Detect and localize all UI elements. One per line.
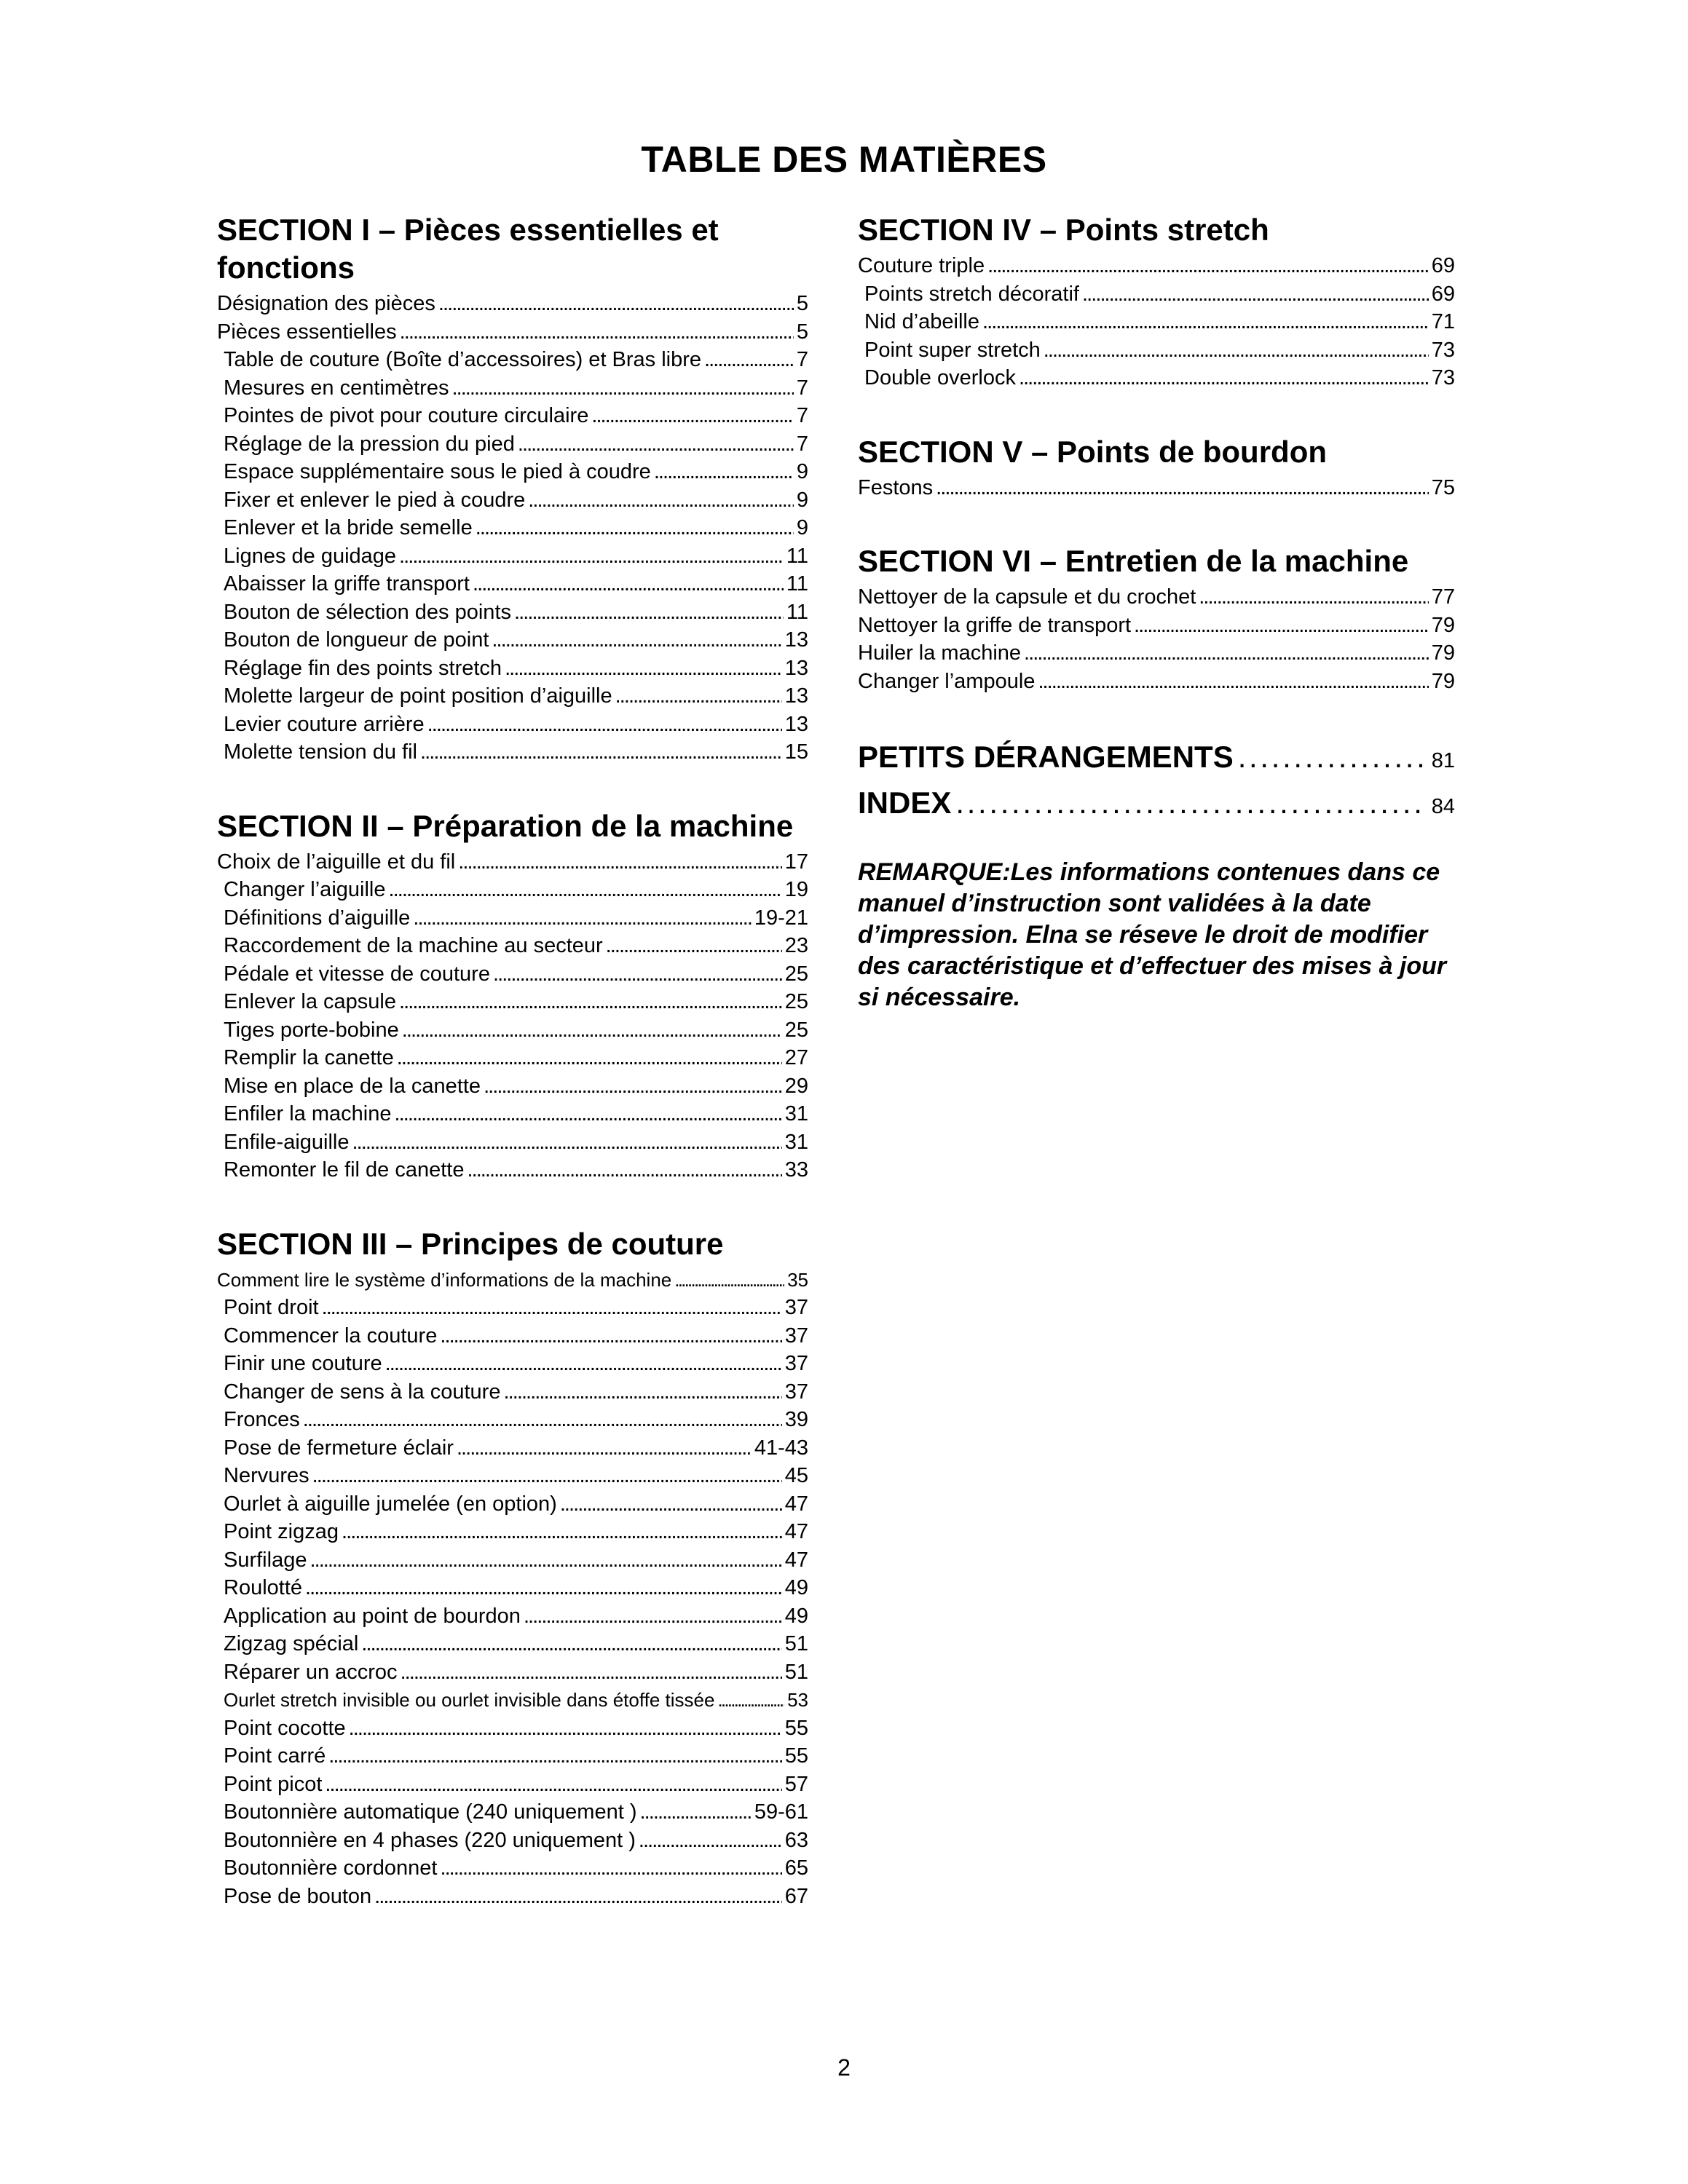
toc-entry-label: Pointes de pivot pour couture circulaire [224, 404, 589, 427]
dot-leader [717, 1686, 784, 1714]
toc-entry-label: Molette tension du fil [224, 740, 417, 764]
dot-leader [1134, 612, 1429, 640]
toc-entry [858, 336, 1455, 365]
dot-leader [492, 626, 781, 654]
toc-entry-page: 69 [1431, 282, 1455, 306]
dot-leader [397, 1044, 782, 1072]
toc-section [858, 211, 1455, 392]
toc-entry-page: 51 [784, 1632, 808, 1655]
toc-entry-page: 11 [786, 572, 808, 596]
toc-entry [858, 364, 1455, 392]
toc-entry-label: Nid d’abeille [864, 310, 979, 333]
dot-leader [352, 1128, 782, 1157]
toc-entry [217, 932, 808, 960]
toc-entry-page: 41-43 [754, 1436, 808, 1460]
toc-entry-page: 79 [1431, 669, 1455, 693]
toc-entry [217, 290, 808, 318]
toc-entry [858, 308, 1455, 336]
dot-leader [427, 711, 782, 739]
toc-entry-label: Réglage de la pression du pied [224, 432, 515, 456]
toc-entry [217, 1518, 808, 1546]
dot-leader [654, 458, 794, 486]
toc-entry-page: 55 [784, 1744, 808, 1768]
toc-entry [217, 876, 808, 904]
toc-entry [217, 1044, 808, 1072]
toc-entry-page: 13 [784, 684, 808, 708]
toc-entry-page: 73 [1431, 338, 1455, 362]
toc-entry-label: Surfilage [224, 1548, 307, 1572]
dot-leader [385, 1350, 782, 1378]
toc-entry [217, 1406, 808, 1434]
toc-entry-page: 5 [796, 292, 808, 315]
toc-entry [217, 960, 808, 989]
toc-section [217, 1225, 808, 1911]
toc-entry-page: 11 [786, 600, 808, 624]
toc-left-column [217, 211, 808, 1951]
toc-entry-label: Point picot [224, 1772, 323, 1796]
toc-entry-label: Boutonnière en 4 phases (220 uniquement ) [224, 1828, 636, 1852]
toc-entry-page: 53 [787, 1689, 808, 1711]
toc-entry [217, 598, 808, 627]
dot-leader [514, 598, 784, 627]
toc-entry-page: 27 [784, 1046, 808, 1069]
dot-leader [458, 848, 781, 877]
toc-entry-page: 45 [784, 1464, 808, 1487]
dot-leader [309, 1546, 781, 1575]
dot-leader [606, 932, 782, 960]
toc-entry-label: Enlever la capsule [224, 990, 396, 1013]
remark-note: REMARQUE:Les informations contenues dans ce manuel d’instruction sont validées à la date d’impression. Elna se réseve le droit de modifier des caractéristique et d’effectuer des mises à jour si nécessaire. [858, 858, 1447, 1011]
dot-leader [484, 1072, 782, 1101]
toc-entry-label: Remonter le fil de canette [224, 1158, 465, 1182]
toc-entry [217, 848, 808, 877]
toc-entry [217, 570, 808, 598]
toc-entry-label: Enlever et la bride semelle [224, 516, 473, 539]
toc-entry [217, 1798, 808, 1827]
toc-entry-page: 7 [796, 348, 808, 371]
toc-major-entry [858, 736, 1455, 782]
toc-entry-label: Boutonnière automatique (240 uniquement ) [224, 1800, 637, 1824]
toc-entry-label: Double overlock [864, 366, 1016, 389]
toc-entry-page: 9 [796, 488, 808, 512]
toc-entry-label: Enfiler la machine [224, 1102, 392, 1125]
dot-leader [640, 1798, 752, 1827]
toc-major-entry-page: 84 [1431, 795, 1455, 818]
dot-leader [615, 682, 782, 711]
toc-entry-label: Comment lire le système d’informations de la machine [217, 1268, 672, 1291]
toc-entry-label: Ourlet à aiguille jumelée (en option) [224, 1492, 557, 1516]
dot-leader [399, 988, 782, 1016]
toc-section [858, 542, 1455, 695]
toc-entry [217, 374, 808, 403]
toc-entry-page: 67 [784, 1884, 808, 1908]
section-title: SECTION VI – Entretien de la machine [858, 544, 1409, 578]
section-title: SECTION III – Principes de couture [217, 1226, 724, 1261]
toc-entry-label: Bouton de sélection des points [224, 600, 511, 624]
toc-entry-label: Molette largeur de point position d’aiguille [224, 684, 612, 708]
toc-entry [217, 1156, 808, 1184]
dot-leader [440, 1854, 781, 1883]
toc-entry-page: 71 [1431, 310, 1455, 333]
dot-leader [560, 1490, 782, 1519]
toc-entry-label: Réparer un accroc [224, 1660, 398, 1684]
toc-entry-label: Commencer la couture [224, 1324, 438, 1348]
toc-entry-page: 37 [784, 1352, 808, 1375]
toc-entry [217, 542, 808, 571]
toc-entry-page: 9 [796, 516, 808, 539]
toc-entry [217, 402, 808, 430]
dot-leader [476, 514, 794, 542]
dot-leader [413, 904, 752, 933]
toc-entry-label: Point zigzag [224, 1520, 339, 1543]
toc-entry [217, 1714, 808, 1743]
dot-leader [936, 474, 1429, 502]
right-sections [858, 211, 1455, 695]
dot-leader [305, 1574, 782, 1602]
toc-entry [858, 639, 1455, 668]
dot-leader [388, 876, 781, 904]
toc-entry-page: 65 [784, 1856, 808, 1880]
toc-entry-page: 79 [1431, 613, 1455, 637]
toc-entry-label: Changer l’ampoule [858, 669, 1036, 693]
toc-entry-label: Choix de l’aiguille et du fil [217, 850, 456, 874]
toc-entry-label: Fronces [224, 1408, 300, 1431]
toc-entry [217, 1128, 808, 1157]
toc-entry-label: Festons [858, 475, 934, 499]
toc-entry-label: Définitions d’aiguille [224, 906, 411, 930]
dot-leader [374, 1883, 782, 1911]
toc-entry [217, 1854, 808, 1883]
toc-entry-label: Mesures en centimètres [224, 376, 449, 400]
toc-entry-page: 69 [1431, 254, 1455, 277]
toc-entry [217, 1546, 808, 1575]
toc-entry-page: 37 [784, 1380, 808, 1404]
dot-leader [328, 1742, 782, 1770]
toc-entry-page: 17 [784, 850, 808, 874]
toc-entry-label: Table de couture (Boîte d’accessoires) et Bras libre [224, 348, 702, 371]
toc-entry-page: 75 [1431, 475, 1455, 499]
toc-entry [217, 346, 808, 374]
toc-entry [217, 1602, 808, 1631]
toc-entry-page: 19 [784, 878, 808, 901]
dot-leader [395, 1100, 782, 1128]
toc-entry [217, 486, 808, 515]
toc-entry-page: 33 [784, 1158, 808, 1182]
toc-entry [858, 280, 1455, 309]
toc-entry-page: 7 [796, 404, 808, 427]
toc-entry-label: Roulotté [224, 1576, 303, 1599]
toc-entry-label: Point super stretch [864, 338, 1041, 362]
toc-entry-page: 19-21 [754, 906, 808, 930]
toc-entry [217, 1574, 808, 1602]
toc-entry [217, 682, 808, 711]
dot-leader [524, 1602, 782, 1631]
toc-entry [217, 711, 808, 739]
toc-entry-label: Pose de bouton [224, 1884, 372, 1908]
dot-leader [399, 542, 784, 571]
toc-entry-label: Changer de sens à la couture [224, 1380, 501, 1404]
toc-entry [217, 654, 808, 683]
toc-major-entry-label: PETITS DÉRANGEMENTS [858, 740, 1234, 774]
toc-entry [217, 988, 808, 1016]
dot-leader [1038, 668, 1428, 696]
toc-entry-label: Couture triple [858, 254, 985, 277]
toc-entry [858, 583, 1455, 612]
toc-entry-page: 25 [784, 962, 808, 986]
dot-leader [1019, 364, 1429, 392]
toc-entry-label: Point droit [224, 1296, 319, 1319]
toc-entry-label: Enfile-aiguille [224, 1130, 350, 1154]
toc-entry [217, 430, 808, 459]
toc-section [217, 211, 808, 767]
toc-entry-page: 35 [787, 1268, 808, 1291]
toc-entry-page: 49 [784, 1576, 808, 1599]
dot-leader [704, 346, 794, 374]
dot-leader [674, 1266, 784, 1294]
toc-section [217, 807, 808, 1184]
section-title: SECTION II – Préparation de la machine [217, 808, 794, 843]
toc-entry [217, 904, 808, 933]
toc-entry-label: Point cocotte [224, 1716, 346, 1740]
toc-entry-page: 59-61 [754, 1800, 808, 1824]
toc-entry-page: 47 [784, 1520, 808, 1543]
toc-major-entry-label: INDEX [858, 786, 952, 820]
toc-entry-page: 5 [796, 320, 808, 344]
toc-entry-page: 7 [796, 376, 808, 400]
toc-entry-page: 7 [796, 432, 808, 456]
toc-entry-page: 57 [784, 1772, 808, 1796]
toc-entry-page: 37 [784, 1324, 808, 1348]
dot-leader [1238, 736, 1427, 778]
toc-entry-page: 77 [1431, 585, 1455, 609]
toc-section [858, 433, 1455, 502]
toc-entry-label: Mise en place de la canette [224, 1074, 481, 1098]
toc-entry-label: Désignation des pièces [217, 292, 435, 315]
toc-entry [217, 1100, 808, 1128]
dot-leader [518, 430, 794, 459]
dot-leader [591, 402, 794, 430]
toc-entry-label: Réglage fin des points stretch [224, 656, 502, 680]
dot-leader [505, 654, 782, 683]
toc-entry-label: Bouton de longueur de point [224, 628, 489, 652]
toc-entry [217, 1630, 808, 1658]
toc-entry-label: Nettoyer de la capsule et du crochet [858, 585, 1196, 609]
toc-entry-page: 13 [784, 656, 808, 680]
toc-major-entry-page: 81 [1431, 749, 1455, 772]
toc-entry-label: Abaisser la griffe transport [224, 572, 470, 596]
toc-entry [217, 1742, 808, 1770]
toc-entry-label: Zigzag spécial [224, 1632, 359, 1655]
toc-entry [217, 1266, 808, 1294]
dot-leader [361, 1630, 781, 1658]
toc-entry-page: 55 [784, 1716, 808, 1740]
toc-entry [217, 626, 808, 654]
toc-entry-page: 47 [784, 1492, 808, 1516]
toc-entry-page: 31 [784, 1130, 808, 1154]
big-entries [858, 736, 1455, 828]
dot-leader [1044, 336, 1429, 365]
toc-entry-label: Ourlet stretch invisible ou ourlet invisible dans étoffe tissée [224, 1689, 715, 1711]
toc-entry [217, 1434, 808, 1463]
toc-entry-page: 9 [796, 460, 808, 483]
toc-entry [858, 612, 1455, 640]
toc-entry-label: Changer l’aiguille [224, 878, 386, 901]
toc-entry-page: 63 [784, 1828, 808, 1852]
toc-entry [217, 458, 808, 486]
toc-entry-label: Nettoyer la griffe de transport [858, 613, 1132, 637]
toc-entry-label: Points stretch décoratif [864, 282, 1079, 306]
dot-leader [955, 782, 1427, 824]
section-title: SECTION V – Points de bourdon [858, 434, 1328, 469]
toc-entry [217, 1462, 808, 1490]
dot-leader [1024, 639, 1429, 668]
toc-entry [217, 1658, 808, 1687]
dot-leader [322, 1294, 782, 1322]
toc-entry-page: 79 [1431, 641, 1455, 665]
toc-entry-page: 25 [784, 990, 808, 1013]
section-title: SECTION I – Pièces essentielles et fonctions [217, 213, 719, 285]
toc-entry [217, 1827, 808, 1855]
toc-entry [217, 1770, 808, 1799]
toc-entry [217, 1294, 808, 1322]
toc-major-entry [858, 782, 1455, 828]
dot-leader [440, 1322, 781, 1350]
dot-leader [402, 1016, 782, 1045]
toc-entry-label: Fixer et enlever le pied à coudre [224, 488, 526, 512]
toc-entry [217, 1883, 808, 1911]
dot-leader [325, 1770, 781, 1799]
dot-leader [401, 1658, 782, 1687]
toc-right-column [858, 211, 1455, 1013]
toc-entry-page: 15 [784, 740, 808, 764]
dot-leader [639, 1827, 782, 1855]
dot-leader [349, 1714, 782, 1743]
toc-entry-page: 47 [784, 1548, 808, 1572]
toc-entry [217, 1490, 808, 1519]
page-title: TABLE DES MATIÈRES [641, 139, 1047, 180]
toc-entry [858, 252, 1455, 280]
toc-entry [217, 514, 808, 542]
toc-entry-page: 31 [784, 1102, 808, 1125]
toc-entry-label: Raccordement de la machine au secteur [224, 934, 603, 957]
toc-entry-page: 13 [784, 712, 808, 736]
toc-entry-label: Boutonnière cordonnet [224, 1856, 438, 1880]
toc-entry-page: 37 [784, 1296, 808, 1319]
dot-leader [303, 1406, 782, 1434]
toc-entry-label: Pose de fermeture éclair [224, 1436, 454, 1460]
toc-entry [217, 738, 808, 767]
toc-entry-page: 73 [1431, 366, 1455, 389]
dot-leader [420, 738, 782, 767]
toc-entry-label: Remplir la canette [224, 1046, 394, 1069]
dot-leader [342, 1518, 782, 1546]
section-title: SECTION IV – Points stretch [858, 213, 1269, 247]
toc-entry [217, 1378, 808, 1406]
dot-leader [467, 1156, 781, 1184]
toc-entry-label: Application au point de bourdon [224, 1604, 521, 1628]
dot-leader [982, 308, 1429, 336]
dot-leader [457, 1434, 752, 1463]
toc-entry-page: 49 [784, 1604, 808, 1628]
toc-entry-label: Nervures [224, 1464, 309, 1487]
toc-entry-label: Pièces essentielles [217, 320, 397, 344]
toc-entry-page: 23 [784, 934, 808, 957]
toc-entry [217, 1016, 808, 1045]
dot-leader [503, 1378, 781, 1406]
dot-leader [493, 960, 782, 989]
toc-entry-label: Espace supplémentaire sous le pied à coudre [224, 460, 651, 483]
toc-entry-page: 25 [784, 1018, 808, 1042]
toc-entry [858, 474, 1455, 502]
toc-entry [217, 1322, 808, 1350]
dot-leader [1199, 583, 1428, 612]
toc-entry-label: Lignes de guidage [224, 544, 397, 568]
dot-leader [451, 374, 793, 403]
toc-entry [217, 1072, 808, 1101]
dot-leader [987, 252, 1429, 280]
toc-entry-page: 29 [784, 1074, 808, 1098]
dot-leader [1082, 280, 1429, 309]
toc-entry [217, 1686, 808, 1714]
toc-entry-label: Tiges porte-bobine [224, 1018, 399, 1042]
toc-entry-label: Levier couture arrière [224, 712, 425, 736]
toc-entry [217, 1350, 808, 1378]
dot-leader [400, 318, 794, 347]
dot-leader [528, 486, 794, 515]
dot-leader [438, 290, 794, 318]
toc-entry [858, 668, 1455, 696]
toc-entry-label: Point carré [224, 1744, 326, 1768]
toc-entry [217, 318, 808, 347]
toc-entry-label: Pédale et vitesse de couture [224, 962, 490, 986]
toc-entry-label: Huiler la machine [858, 641, 1022, 665]
dot-leader [312, 1462, 782, 1490]
toc-entry-label: Finir une couture [224, 1352, 382, 1375]
dot-leader [473, 570, 784, 598]
toc-entry-page: 39 [784, 1408, 808, 1431]
toc-entry-page: 13 [784, 628, 808, 652]
toc-entry-page: 51 [784, 1660, 808, 1684]
page-number: 2 [837, 2054, 851, 2081]
toc-entry-page: 11 [786, 544, 808, 568]
